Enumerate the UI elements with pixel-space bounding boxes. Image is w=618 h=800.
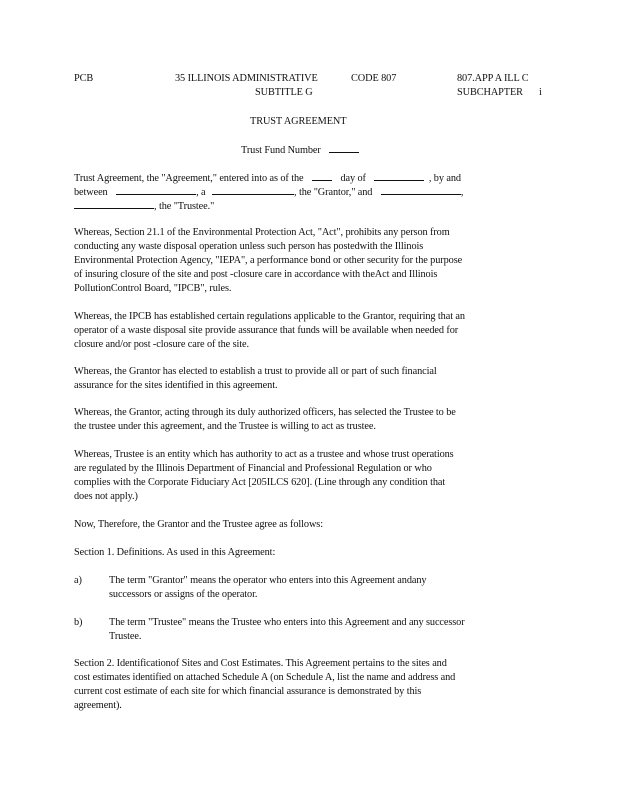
paragraph-line: Whereas, the Grantor, acting through its duly authorized officers, has selected the Trustee to be	[74, 407, 456, 418]
paragraph-line: assurance for the sites identified in this agreement.	[74, 380, 278, 391]
header-left: PCB	[74, 73, 94, 84]
paragraph-line: conducting any waste disposal operation unless such person has postedwith the Illinois	[74, 241, 424, 252]
intro-text: between	[74, 187, 108, 198]
paragraph-line: Whereas, the Grantor has elected to establish a trust to provide all or part of such financial	[74, 366, 437, 377]
section2-line: cost estimates identified on attached Schedule A (on Schedule A, list the name and address and	[74, 672, 456, 683]
section-heading: Section 1. Definitions. As used in this Agreement:	[74, 547, 276, 558]
intro-text: , the "Trustee."	[154, 201, 215, 212]
definition-line: The term "Trustee" means the Trustee who enters into this Agreement and any successor	[109, 617, 465, 628]
paragraph-line: PollutionControl Board, "IPCB", rules.	[74, 283, 232, 294]
intro-text: , by and	[428, 173, 461, 184]
section2-line: agreement).	[74, 700, 122, 711]
intro-text: , a	[196, 187, 206, 198]
intro-line-1	[74, 171, 461, 185]
definition-line: successors or assigns of the operator.	[109, 589, 258, 600]
section2-line: Section 2. Identificationof Sites and Cost Estimates. This Agreement pertains to the sites and	[74, 658, 447, 669]
document-title: TRUST AGREEMENT	[250, 116, 347, 127]
definition-label: b)	[74, 617, 83, 628]
header-mark: i	[539, 87, 542, 98]
definition-label: a)	[74, 575, 82, 586]
trustee-name-blank	[381, 185, 461, 195]
trust-fund-number-line	[241, 143, 359, 157]
intro-text: Trust Agreement, the "Agreement," entered into as of the	[74, 173, 304, 184]
header-code: CODE 807	[351, 73, 397, 84]
paragraph-line: Now, Therefore, the Grantor and the Trustee agree as follows:	[74, 519, 323, 530]
intro-text: ,	[460, 187, 464, 198]
intro-line-2	[74, 185, 463, 199]
definition-line: Trustee.	[109, 631, 142, 642]
paragraph-line: Whereas, Section 21.1 of the Environmental Protection Act, "Act", prohibits any person from	[74, 227, 450, 238]
date-blank	[312, 171, 332, 181]
intro-text: , the "Grantor," and	[294, 187, 373, 198]
definition-line: The term "Grantor" means the operator who enters into this Agreement andany	[109, 575, 427, 586]
header-title-line1: 35 ILLINOIS ADMINISTRATIVE	[175, 73, 318, 84]
paragraph-line: the trustee under this agreement, and the Trustee is willing to act as trustee.	[74, 421, 376, 432]
month-blank	[374, 171, 424, 181]
paragraph-line: Whereas, the IPCB has established certain regulations applicable to the Grantor, requiring that an	[74, 311, 465, 322]
header-subtitle: SUBTITLE G	[255, 87, 313, 98]
grantor-type-blank	[212, 185, 294, 195]
trustee-type-blank	[74, 199, 154, 209]
paragraph-line: operator of a waste disposal site provide assurance that funds will be available when needed for	[74, 325, 459, 336]
header-subchapter: SUBCHAPTER	[457, 87, 523, 98]
header-right-line1: 807.APP A ILL C	[457, 73, 529, 84]
paragraph-line: Environmental Protection Agency, "IEPA", a performance bond or other security for the purpose	[74, 255, 463, 266]
trust-fund-number-blank	[329, 143, 359, 153]
paragraph-line: of insuring closure of the site and post -closure care in accordance with theAct and Illinois	[74, 269, 438, 280]
paragraph-line: complies with the Corporate Fiduciary Act [205ILCS 620]. (Line through any condition that	[74, 477, 446, 488]
trust-fund-label: Trust Fund Number	[241, 145, 321, 156]
paragraph-line: are regulated by the Illinois Department of Financial and Professional Regulation or who	[74, 463, 432, 474]
section2-line: current cost estimate of each site for which financial assurance is demonstrated by this	[74, 686, 422, 697]
intro-line-3	[74, 199, 214, 213]
paragraph-line: Whereas, Trustee is an entity which has authority to act as a trustee and whose trust operations	[74, 449, 454, 460]
paragraph-line: closure and/or post -closure care of the site.	[74, 339, 249, 350]
paragraph-line: does not apply.)	[74, 491, 138, 502]
intro-text: day of	[340, 173, 366, 184]
grantor-name-blank	[116, 185, 196, 195]
